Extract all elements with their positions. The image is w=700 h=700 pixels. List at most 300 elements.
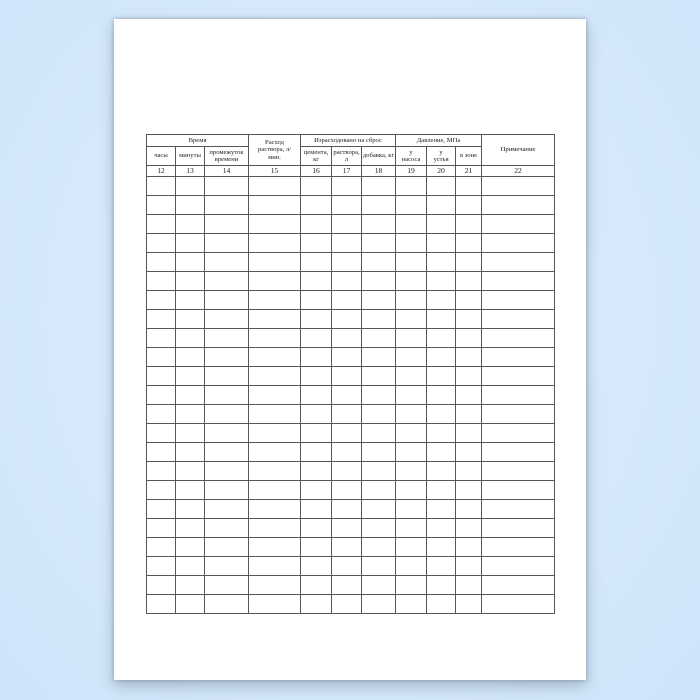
empty-cell <box>482 519 555 538</box>
empty-cell <box>205 310 249 329</box>
table-row <box>147 519 555 538</box>
column-number-18: 18 <box>362 166 396 177</box>
empty-cell <box>301 348 332 367</box>
empty-cell <box>362 272 396 291</box>
header-cement: цемента, кг <box>301 147 332 166</box>
empty-cell <box>456 234 482 253</box>
empty-cell <box>332 481 362 500</box>
empty-cell <box>301 215 332 234</box>
empty-cell <box>396 291 427 310</box>
empty-cell <box>205 177 249 196</box>
empty-cell <box>396 595 427 614</box>
table-row <box>147 367 555 386</box>
empty-cell <box>332 310 362 329</box>
empty-cell <box>332 348 362 367</box>
empty-cell <box>205 253 249 272</box>
empty-cell <box>396 405 427 424</box>
empty-cell <box>362 215 396 234</box>
empty-cell <box>482 272 555 291</box>
empty-cell <box>332 557 362 576</box>
empty-cell <box>249 405 301 424</box>
document-page <box>114 19 586 680</box>
empty-cell <box>176 196 205 215</box>
empty-cell <box>301 386 332 405</box>
empty-cell <box>482 234 555 253</box>
empty-cell <box>301 424 332 443</box>
empty-cell <box>456 595 482 614</box>
empty-cell <box>332 234 362 253</box>
empty-cell <box>362 310 396 329</box>
empty-cell <box>362 405 396 424</box>
empty-cell <box>456 576 482 595</box>
empty-cell <box>332 367 362 386</box>
empty-cell <box>427 500 456 519</box>
empty-cell <box>396 557 427 576</box>
empty-cell <box>482 253 555 272</box>
empty-cell <box>396 576 427 595</box>
empty-cell <box>205 329 249 348</box>
empty-cell <box>427 348 456 367</box>
empty-cell <box>456 405 482 424</box>
column-number-13: 13 <box>176 166 205 177</box>
empty-cell <box>396 481 427 500</box>
empty-cell <box>482 405 555 424</box>
empty-cell <box>176 215 205 234</box>
empty-cell <box>427 234 456 253</box>
empty-cell <box>456 291 482 310</box>
empty-cell <box>249 348 301 367</box>
empty-cell <box>176 253 205 272</box>
empty-cell <box>176 367 205 386</box>
table-row <box>147 595 555 614</box>
empty-cell <box>176 557 205 576</box>
empty-cell <box>176 348 205 367</box>
empty-cell <box>362 576 396 595</box>
table-row <box>147 462 555 481</box>
empty-cell <box>456 367 482 386</box>
empty-cell <box>249 462 301 481</box>
header-at-wellhead-label: у устья <box>433 148 449 163</box>
empty-cell <box>205 215 249 234</box>
empty-cell <box>176 481 205 500</box>
empty-cell <box>332 462 362 481</box>
empty-cell <box>176 329 205 348</box>
empty-cell <box>176 462 205 481</box>
empty-cell <box>456 386 482 405</box>
empty-cell <box>301 538 332 557</box>
empty-cell <box>301 329 332 348</box>
empty-cell <box>147 386 176 405</box>
empty-cell <box>301 367 332 386</box>
empty-cell <box>482 538 555 557</box>
empty-cell <box>332 291 362 310</box>
empty-cell <box>147 500 176 519</box>
empty-cell <box>249 367 301 386</box>
empty-cell <box>427 196 456 215</box>
header-in-zone <box>456 147 482 166</box>
header-interval <box>205 147 249 166</box>
empty-cell <box>427 576 456 595</box>
empty-cell <box>301 576 332 595</box>
empty-cell <box>456 177 482 196</box>
empty-cell <box>205 291 249 310</box>
empty-cell <box>205 519 249 538</box>
empty-cell <box>147 234 176 253</box>
empty-cell <box>332 405 362 424</box>
empty-cell <box>147 310 176 329</box>
empty-cell <box>482 595 555 614</box>
table-row <box>147 196 555 215</box>
header-flow <box>249 135 301 166</box>
empty-cell <box>301 481 332 500</box>
table-body-empty <box>147 177 555 614</box>
empty-cell <box>456 538 482 557</box>
empty-cell <box>482 500 555 519</box>
column-number-21: 21 <box>456 166 482 177</box>
table-row <box>147 386 555 405</box>
table-row <box>147 576 555 595</box>
empty-cell <box>205 557 249 576</box>
empty-cell <box>362 519 396 538</box>
empty-cell <box>147 253 176 272</box>
empty-cell <box>427 443 456 462</box>
empty-cell <box>396 500 427 519</box>
empty-cell <box>147 405 176 424</box>
empty-cell <box>456 215 482 234</box>
empty-cell <box>456 329 482 348</box>
empty-cell <box>301 196 332 215</box>
empty-cell <box>427 177 456 196</box>
empty-cell <box>249 557 301 576</box>
empty-cell <box>147 215 176 234</box>
empty-cell <box>249 253 301 272</box>
empty-cell <box>396 367 427 386</box>
empty-cell <box>332 576 362 595</box>
empty-cell <box>362 443 396 462</box>
table-row <box>147 291 555 310</box>
empty-cell <box>396 253 427 272</box>
empty-cell <box>396 348 427 367</box>
empty-cell <box>482 196 555 215</box>
empty-cell <box>362 538 396 557</box>
empty-cell <box>147 348 176 367</box>
header-at-wellhead <box>427 147 456 166</box>
empty-cell <box>249 424 301 443</box>
empty-cell <box>249 177 301 196</box>
empty-cell <box>332 253 362 272</box>
empty-cell <box>301 177 332 196</box>
empty-cell <box>396 443 427 462</box>
empty-cell <box>456 557 482 576</box>
empty-cell <box>249 196 301 215</box>
empty-cell <box>427 367 456 386</box>
empty-cell <box>147 177 176 196</box>
empty-cell <box>456 424 482 443</box>
empty-cell <box>147 367 176 386</box>
column-number-12: 12 <box>147 166 176 177</box>
empty-cell <box>249 519 301 538</box>
empty-cell <box>362 196 396 215</box>
empty-cell <box>332 329 362 348</box>
table-row <box>147 177 555 196</box>
empty-cell <box>205 538 249 557</box>
empty-cell <box>427 538 456 557</box>
empty-cell <box>249 234 301 253</box>
empty-cell <box>396 234 427 253</box>
empty-cell <box>456 310 482 329</box>
empty-cell <box>205 595 249 614</box>
empty-cell <box>147 519 176 538</box>
empty-cell <box>147 462 176 481</box>
empty-cell <box>332 215 362 234</box>
empty-cell <box>301 253 332 272</box>
header-time-group: Время <box>147 135 249 147</box>
header-at-pump <box>396 147 427 166</box>
table-row <box>147 234 555 253</box>
empty-cell <box>362 481 396 500</box>
empty-cell <box>176 538 205 557</box>
header-minutes: минуты <box>176 147 205 166</box>
empty-cell <box>301 557 332 576</box>
empty-cell <box>249 576 301 595</box>
column-number-20: 20 <box>427 166 456 177</box>
empty-cell <box>147 329 176 348</box>
empty-cell <box>205 405 249 424</box>
empty-cell <box>147 291 176 310</box>
drilling-log-table <box>146 134 555 614</box>
empty-cell <box>362 386 396 405</box>
header-flow-label: Расход раствора, л/мин. <box>258 138 292 161</box>
header-interval-label: промежуток времени <box>209 148 244 163</box>
empty-cell <box>482 177 555 196</box>
empty-cell <box>396 538 427 557</box>
table-row <box>147 500 555 519</box>
empty-cell <box>332 177 362 196</box>
empty-cell <box>249 215 301 234</box>
empty-cell <box>456 519 482 538</box>
empty-cell <box>301 234 332 253</box>
empty-cell <box>249 291 301 310</box>
empty-cell <box>362 253 396 272</box>
empty-cell <box>301 519 332 538</box>
empty-cell <box>176 443 205 462</box>
empty-cell <box>362 291 396 310</box>
column-number-22: 22 <box>482 166 555 177</box>
empty-cell <box>332 595 362 614</box>
empty-cell <box>332 272 362 291</box>
empty-cell <box>147 538 176 557</box>
empty-cell <box>427 215 456 234</box>
empty-cell <box>456 348 482 367</box>
empty-cell <box>482 443 555 462</box>
empty-cell <box>301 310 332 329</box>
empty-cell <box>456 500 482 519</box>
empty-cell <box>205 424 249 443</box>
header-pressure-group: Давление, МПа <box>396 135 482 147</box>
empty-cell <box>301 291 332 310</box>
empty-cell <box>482 462 555 481</box>
empty-cell <box>147 576 176 595</box>
empty-cell <box>205 443 249 462</box>
table-row <box>147 405 555 424</box>
empty-cell <box>205 367 249 386</box>
column-number-15: 15 <box>249 166 301 177</box>
empty-cell <box>176 272 205 291</box>
empty-cell <box>176 576 205 595</box>
empty-cell <box>396 329 427 348</box>
header-note: Примечание <box>482 135 555 166</box>
empty-cell <box>147 557 176 576</box>
empty-cell <box>396 196 427 215</box>
empty-cell <box>456 462 482 481</box>
table-row <box>147 329 555 348</box>
empty-cell <box>301 595 332 614</box>
empty-cell <box>482 557 555 576</box>
table-row <box>147 348 555 367</box>
empty-cell <box>396 519 427 538</box>
table-row <box>147 538 555 557</box>
empty-cell <box>176 500 205 519</box>
empty-cell <box>147 272 176 291</box>
header-additive: добавка, кг <box>362 147 396 166</box>
empty-cell <box>205 348 249 367</box>
empty-cell <box>362 557 396 576</box>
empty-cell <box>396 215 427 234</box>
empty-cell <box>176 595 205 614</box>
empty-cell <box>176 177 205 196</box>
empty-cell <box>301 462 332 481</box>
empty-cell <box>456 196 482 215</box>
empty-cell <box>176 424 205 443</box>
empty-cell <box>482 386 555 405</box>
empty-cell <box>396 424 427 443</box>
empty-cell <box>362 500 396 519</box>
empty-cell <box>362 367 396 386</box>
empty-cell <box>301 500 332 519</box>
empty-cell <box>427 405 456 424</box>
empty-cell <box>396 177 427 196</box>
empty-cell <box>147 481 176 500</box>
empty-cell <box>249 310 301 329</box>
table-row <box>147 443 555 462</box>
table-row <box>147 424 555 443</box>
header-solution: раствора, л <box>332 147 362 166</box>
empty-cell <box>396 462 427 481</box>
empty-cell <box>176 291 205 310</box>
column-number-row <box>147 166 555 177</box>
table-row <box>147 481 555 500</box>
empty-cell <box>482 310 555 329</box>
empty-cell <box>249 329 301 348</box>
empty-cell <box>205 500 249 519</box>
empty-cell <box>427 595 456 614</box>
empty-cell <box>147 443 176 462</box>
empty-cell <box>362 329 396 348</box>
table-row <box>147 557 555 576</box>
empty-cell <box>482 576 555 595</box>
header-hours: часы <box>147 147 176 166</box>
empty-cell <box>396 272 427 291</box>
empty-cell <box>176 234 205 253</box>
empty-cell <box>456 272 482 291</box>
table-row <box>147 215 555 234</box>
header-group-row <box>147 135 555 147</box>
empty-cell <box>205 272 249 291</box>
empty-cell <box>427 481 456 500</box>
empty-cell <box>362 424 396 443</box>
column-number-14: 14 <box>205 166 249 177</box>
empty-cell <box>396 310 427 329</box>
empty-cell <box>176 386 205 405</box>
empty-cell <box>427 329 456 348</box>
column-number-17: 17 <box>332 166 362 177</box>
empty-cell <box>176 405 205 424</box>
empty-cell <box>147 196 176 215</box>
column-number-16: 16 <box>301 166 332 177</box>
empty-cell <box>362 234 396 253</box>
table-row <box>147 272 555 291</box>
empty-cell <box>482 291 555 310</box>
empty-cell <box>147 595 176 614</box>
empty-cell <box>332 443 362 462</box>
empty-cell <box>205 576 249 595</box>
empty-cell <box>362 348 396 367</box>
empty-cell <box>427 519 456 538</box>
empty-cell <box>362 595 396 614</box>
empty-cell <box>176 310 205 329</box>
empty-cell <box>332 196 362 215</box>
column-number-19: 19 <box>396 166 427 177</box>
empty-cell <box>427 462 456 481</box>
empty-cell <box>456 443 482 462</box>
empty-cell <box>205 234 249 253</box>
empty-cell <box>456 253 482 272</box>
empty-cell <box>301 405 332 424</box>
empty-cell <box>332 424 362 443</box>
empty-cell <box>332 519 362 538</box>
empty-cell <box>482 329 555 348</box>
header-at-pump-label: у насоса <box>401 148 421 163</box>
table-row <box>147 253 555 272</box>
empty-cell <box>362 462 396 481</box>
empty-cell <box>249 443 301 462</box>
empty-cell <box>249 386 301 405</box>
empty-cell <box>427 557 456 576</box>
empty-cell <box>301 272 332 291</box>
empty-cell <box>456 481 482 500</box>
empty-cell <box>482 348 555 367</box>
empty-cell <box>332 500 362 519</box>
empty-cell <box>249 272 301 291</box>
empty-cell <box>249 500 301 519</box>
empty-cell <box>362 177 396 196</box>
empty-cell <box>147 424 176 443</box>
empty-cell <box>301 443 332 462</box>
empty-cell <box>249 595 301 614</box>
empty-cell <box>332 538 362 557</box>
empty-cell <box>482 481 555 500</box>
empty-cell <box>332 386 362 405</box>
empty-cell <box>482 424 555 443</box>
empty-cell <box>176 519 205 538</box>
empty-cell <box>205 462 249 481</box>
empty-cell <box>427 291 456 310</box>
empty-cell <box>249 481 301 500</box>
header-in-zone-label: в зоне <box>459 152 478 160</box>
empty-cell <box>205 481 249 500</box>
empty-cell <box>427 424 456 443</box>
empty-cell <box>249 538 301 557</box>
